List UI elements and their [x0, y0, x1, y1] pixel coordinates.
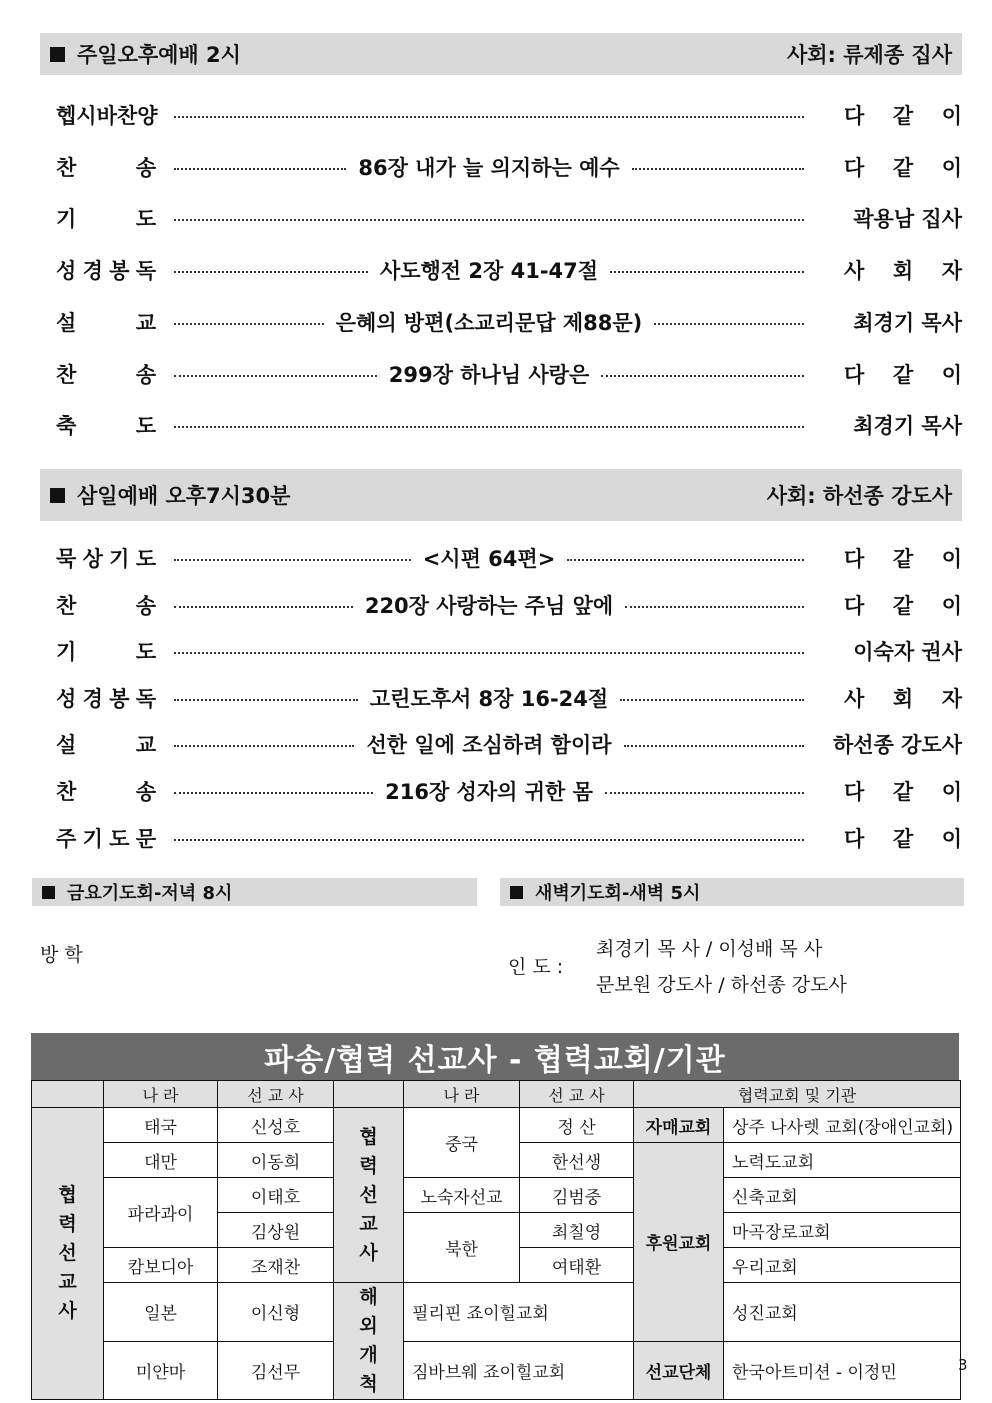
friday-header	[32, 878, 477, 906]
label-char: 회	[892, 687, 914, 711]
label-char: 찬	[56, 594, 77, 618]
program-leader-line	[174, 683, 804, 713]
program-row	[56, 678, 962, 718]
label-char: 같	[892, 363, 914, 387]
vertical-label-char: 개	[359, 1344, 378, 1366]
label-char: 이	[941, 827, 962, 851]
vertical-label-char: 교	[359, 1212, 378, 1235]
missionary-cell: 이동희	[218, 1143, 334, 1178]
dotted-leader	[174, 168, 346, 170]
dotted-leader	[174, 323, 324, 325]
program-label	[56, 410, 156, 440]
label-char: 송	[135, 363, 156, 387]
program-person: 최경기 목사	[853, 414, 962, 438]
support-church: 마곡장로교회	[724, 1213, 961, 1248]
group2-label-cell	[334, 1108, 404, 1283]
program-person	[844, 543, 962, 573]
vertical-label-char: 척	[359, 1373, 378, 1395]
dotted-leader	[174, 699, 358, 701]
wednesday-title: 삼일예배 오후7시30분	[77, 484, 291, 508]
label-char: 시	[76, 104, 97, 128]
program-leader-line	[174, 422, 804, 428]
label-char: 사	[844, 687, 865, 711]
header-country: 나 라	[104, 1081, 218, 1108]
country-cell: 일본	[104, 1283, 218, 1342]
header-blank	[32, 1081, 104, 1108]
program-person	[844, 590, 962, 620]
label-char: 사	[844, 259, 865, 283]
label-char: 교	[135, 311, 156, 335]
vertical-label-char: 사	[359, 1241, 378, 1264]
sunday-title: 주일오후예배 2시	[77, 43, 241, 67]
vertical-label-char: 협	[359, 1125, 378, 1148]
program-label	[56, 100, 156, 130]
program-label	[56, 729, 156, 759]
program-content: 선한 일에 조심하려 함이라	[366, 733, 612, 757]
program-leader-line	[174, 112, 804, 118]
table-row	[32, 1108, 961, 1143]
group1-label	[32, 1181, 103, 1326]
label-char: 같	[892, 156, 914, 180]
program-person	[844, 100, 962, 130]
program-person: 이숙자 권사	[853, 640, 962, 664]
program-row	[56, 771, 962, 811]
program-row	[56, 198, 962, 238]
country-cell: 미얀마	[104, 1341, 218, 1400]
program-label	[56, 636, 156, 666]
label-char: 기	[109, 547, 130, 571]
header-missionary: 선 교 사	[520, 1081, 634, 1108]
label-char: 경	[82, 259, 103, 283]
dawn-leaders-line2: 문보원 강도사 / 하선종 강도사	[596, 974, 847, 996]
dawn-header	[500, 878, 964, 906]
overseas-church: 짐바브웨 죠이힐교회	[404, 1341, 634, 1400]
label-char: 설	[56, 733, 77, 757]
program-row	[56, 631, 962, 671]
program-content: 사도행전 2장 41-47절	[379, 259, 599, 283]
label-char: 바	[96, 104, 117, 128]
label-char: 교	[135, 733, 156, 757]
missionary-cell: 조재찬	[218, 1248, 334, 1283]
wednesday-header	[40, 469, 962, 521]
program-row	[56, 538, 962, 578]
table-row	[32, 1341, 961, 1400]
program-leader-line	[174, 215, 804, 221]
label-char: 기	[56, 640, 77, 664]
overseas-label-cell	[334, 1283, 404, 1400]
program-label	[56, 543, 156, 573]
country-cell: 파라과이	[104, 1178, 218, 1248]
label-char: 설	[56, 311, 77, 335]
program-content: 216장 성자의 귀한 몸	[385, 780, 593, 804]
label-char: 회	[892, 259, 914, 283]
program-label	[56, 823, 156, 853]
dotted-leader	[174, 652, 804, 654]
program-leader-line	[174, 729, 804, 759]
dotted-leader	[624, 745, 804, 747]
dotted-leader	[174, 375, 377, 377]
program-leader-line	[174, 359, 804, 389]
program-row	[56, 250, 962, 290]
program-label	[56, 590, 156, 620]
program-row	[56, 405, 962, 445]
program-label	[56, 683, 156, 713]
label-char: 봉	[109, 687, 130, 711]
program-label	[56, 776, 156, 806]
dotted-leader	[174, 792, 373, 794]
label-char: 다	[844, 780, 865, 804]
label-char: 도	[135, 547, 156, 571]
label-char: 성	[56, 259, 77, 283]
overseas-church: 필리핀 죠이힐교회	[404, 1283, 634, 1342]
vertical-label-char: 해	[359, 1286, 378, 1308]
program-content: 299장 하나님 사랑은	[388, 363, 590, 387]
program-person	[844, 152, 962, 182]
dotted-leader	[654, 323, 804, 325]
missionary-cell: 정 산	[520, 1108, 634, 1143]
country-cell: 중국	[404, 1108, 520, 1178]
missionary-cell: 이신형	[218, 1283, 334, 1342]
country-cell: 노숙자선교	[404, 1178, 520, 1213]
group1-label-cell	[32, 1108, 104, 1400]
vertical-label-char: 력	[359, 1154, 378, 1177]
vertical-label-char: 선	[359, 1183, 378, 1206]
dotted-leader	[601, 375, 804, 377]
friday-note: 방 학	[40, 944, 83, 966]
table-row	[32, 1178, 961, 1213]
dotted-leader	[174, 745, 354, 747]
label-char: 찬	[56, 363, 77, 387]
label-char: 이	[941, 780, 962, 804]
label-char: 송	[135, 156, 156, 180]
label-char: 상	[82, 547, 103, 571]
label-char: 문	[135, 827, 156, 851]
dotted-leader	[174, 271, 368, 273]
square-bullet-icon	[42, 886, 55, 899]
program-content: <시편 64편>	[422, 547, 556, 571]
label-char: 찬	[56, 780, 77, 804]
page-number: 3	[958, 1356, 968, 1374]
vertical-label-char: 력	[58, 1213, 77, 1235]
dotted-leader	[174, 559, 411, 561]
dotted-leader	[610, 271, 804, 273]
missionary-cell: 한선생	[520, 1143, 634, 1178]
program-leader-line	[174, 776, 804, 806]
vertical-label-char: 선	[58, 1242, 77, 1264]
dawn-leaders-line1: 최경기 목 사 / 이성배 목 사	[596, 938, 823, 960]
support-church: 성진교회	[724, 1283, 961, 1342]
label-char: 찬	[116, 104, 138, 128]
program-label	[56, 255, 156, 285]
header-country: 나 라	[404, 1081, 520, 1108]
missionary-cell: 이태호	[218, 1178, 334, 1213]
header-missionary: 선 교 사	[218, 1081, 334, 1108]
program-label	[56, 359, 156, 389]
overseas-label	[334, 1283, 403, 1399]
program-person	[844, 359, 962, 389]
program-leader-line	[174, 255, 804, 285]
support-label: 후원교회	[634, 1143, 724, 1342]
label-char: 다	[844, 547, 865, 571]
program-row	[56, 724, 962, 764]
header-blank	[334, 1081, 404, 1108]
label-char: 기	[82, 827, 103, 851]
program-content: 은혜의 방편(소교리문답 제88문)	[335, 311, 643, 335]
table-row	[32, 1283, 961, 1342]
label-char: 이	[941, 547, 962, 571]
sunday-host: 사회: 류제종 집사	[786, 43, 952, 67]
missionary-title: 파송/협력 선교사 - 협력교회/기관	[31, 1033, 959, 1080]
label-char: 양	[137, 104, 158, 128]
dotted-leader	[174, 116, 804, 118]
missionary-cell: 최칠영	[520, 1213, 634, 1248]
program-content: 220장 사랑하는 주님 앞에	[364, 594, 614, 618]
country-cell: 북한	[404, 1213, 520, 1283]
label-char: 봉	[109, 259, 130, 283]
country-cell: 대만	[104, 1143, 218, 1178]
label-char: 같	[892, 104, 914, 128]
label-char: 기	[56, 207, 77, 231]
program-leader-line	[174, 307, 804, 337]
sister-church: 상주 나사렛 교회(장애인교회)	[724, 1108, 961, 1143]
label-char: 이	[941, 594, 962, 618]
program-leader-line	[174, 152, 804, 182]
dotted-leader	[620, 699, 804, 701]
label-char: 다	[844, 827, 865, 851]
label-char: 도	[135, 640, 156, 664]
support-church: 우리교회	[724, 1248, 961, 1283]
label-char: 독	[135, 259, 156, 283]
friday-title: 금요기도회-저녁 8시	[67, 883, 233, 904]
program-row	[56, 95, 962, 135]
country-cell: 태국	[104, 1108, 218, 1143]
program-person	[844, 776, 962, 806]
label-char: 다	[844, 156, 865, 180]
program-row	[56, 147, 962, 187]
dawn-leader-label: 인 도 :	[508, 956, 564, 978]
support-church: 신축교회	[724, 1178, 961, 1213]
label-char: 이	[941, 104, 962, 128]
missionary-table	[31, 1080, 961, 1400]
label-char: 도	[109, 827, 130, 851]
program-person: 곽용남 집사	[853, 207, 962, 231]
program-person	[844, 255, 962, 285]
program-row	[56, 354, 962, 394]
label-char: 경	[82, 687, 103, 711]
program-leader-line	[174, 835, 804, 841]
program-leader-line	[174, 590, 804, 620]
label-char: 도	[135, 414, 156, 438]
mission-org: 한국아트미션 - 이정민	[724, 1341, 961, 1400]
vertical-label-char: 교	[58, 1271, 77, 1293]
label-char: 다	[844, 104, 865, 128]
dawn-title: 새벽기도회-새벽 5시	[535, 883, 701, 904]
missionary-cell: 김상원	[218, 1213, 334, 1248]
label-char: 헵	[56, 104, 77, 128]
country-cell: 캄보디아	[104, 1248, 218, 1283]
table-header-row	[32, 1081, 961, 1108]
wednesday-host: 사회: 하선종 강도사	[766, 484, 952, 508]
group2-label	[334, 1123, 403, 1268]
label-char: 성	[56, 687, 77, 711]
label-char: 자	[941, 259, 962, 283]
square-bullet-icon	[50, 47, 65, 62]
dotted-leader	[605, 792, 804, 794]
label-char: 송	[135, 780, 156, 804]
program-content: 86장 내가 늘 의지하는 예수	[358, 156, 620, 180]
vertical-label-char: 외	[359, 1315, 378, 1337]
mission-org-label: 선교단체	[634, 1341, 724, 1400]
program-label	[56, 203, 156, 233]
missionary-cell: 신성호	[218, 1108, 334, 1143]
program-content: 고린도후서 8장 16-24절	[369, 687, 609, 711]
label-char: 같	[892, 547, 914, 571]
label-char: 같	[892, 780, 914, 804]
vertical-label-char: 사	[58, 1300, 77, 1322]
program-person	[844, 823, 962, 853]
square-bullet-icon	[510, 886, 523, 899]
label-char: 독	[135, 687, 156, 711]
label-char: 축	[56, 414, 77, 438]
label-char: 같	[892, 594, 914, 618]
label-char: 같	[892, 827, 914, 851]
program-label	[56, 307, 156, 337]
label-char: 도	[135, 207, 156, 231]
vertical-label-char: 협	[58, 1184, 77, 1206]
program-leader-line	[174, 648, 804, 654]
sunday-header	[40, 33, 962, 75]
dotted-leader	[625, 606, 804, 608]
dotted-leader	[174, 606, 353, 608]
support-church: 노력도교회	[724, 1143, 961, 1178]
square-bullet-icon	[50, 488, 65, 503]
label-char: 다	[844, 594, 865, 618]
label-char: 송	[135, 594, 156, 618]
dotted-leader	[632, 168, 804, 170]
sister-label: 자매교회	[634, 1108, 724, 1143]
label-char: 주	[56, 827, 77, 851]
program-row	[56, 302, 962, 342]
label-char: 묵	[56, 547, 77, 571]
dotted-leader	[567, 559, 804, 561]
program-leader-line	[174, 543, 804, 573]
label-char: 다	[844, 363, 865, 387]
label-char: 이	[941, 156, 962, 180]
dotted-leader	[174, 839, 804, 841]
program-row	[56, 818, 962, 858]
dotted-leader	[174, 219, 804, 221]
dotted-leader	[174, 426, 804, 428]
program-row	[56, 585, 962, 625]
program-person: 최경기 목사	[853, 311, 962, 335]
label-char: 찬	[56, 156, 77, 180]
missionary-cell: 김범중	[520, 1178, 634, 1213]
label-char: 자	[941, 687, 962, 711]
program-label	[56, 152, 156, 182]
label-char: 이	[941, 363, 962, 387]
missionary-cell: 여태환	[520, 1248, 634, 1283]
program-person: 하선종 강도사	[832, 733, 962, 757]
header-churches: 협력교회 및 기관	[634, 1081, 961, 1108]
missionary-cell: 김선무	[218, 1341, 334, 1400]
program-person	[844, 683, 962, 713]
